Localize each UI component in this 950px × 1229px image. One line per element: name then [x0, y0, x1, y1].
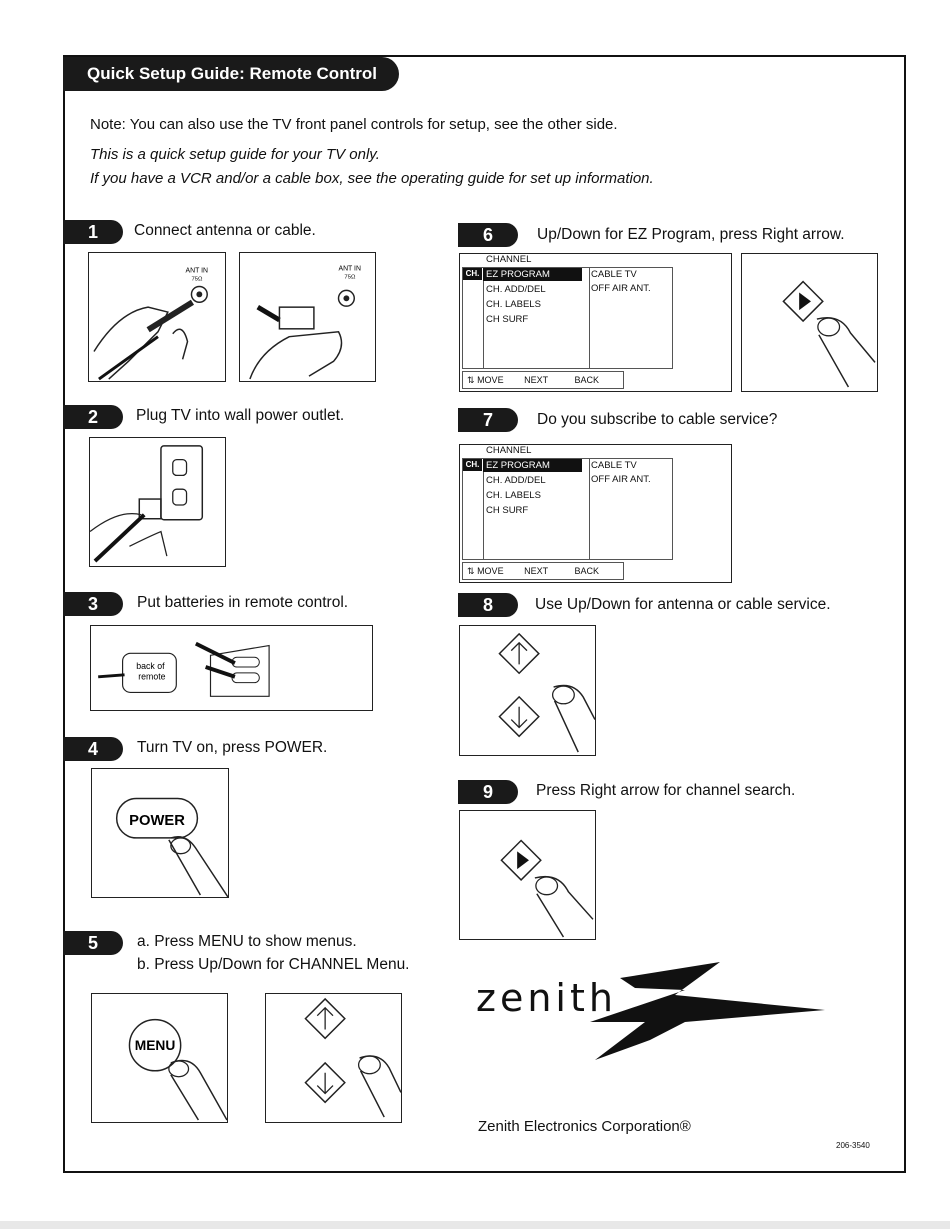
remote-label: remote [138, 671, 166, 682]
svg-text:ANT IN: ANT IN [338, 265, 361, 273]
step-2-badge: 2 [63, 405, 123, 429]
step-3-badge: 3 [63, 592, 123, 616]
corporation-text: Zenith Electronics Corporation® [478, 1118, 691, 1135]
up-down-icon: ⇅ [467, 375, 475, 385]
document-code: 206-3540 [836, 1141, 870, 1150]
zenith-logo-text: zenith [476, 976, 617, 1020]
menu-items-column [483, 267, 590, 369]
power-illustration [91, 768, 229, 898]
step-5-badge: 5 [63, 931, 123, 955]
zenith-lightning-icon [590, 960, 825, 1062]
step-5-text-b: b. Press Up/Down for CHANNEL Menu. [137, 956, 410, 973]
up-down-icon: ⇅ [467, 566, 475, 576]
right-arrow-illustration-2 [459, 810, 596, 940]
step-4-text: Turn TV on, press POWER. [137, 739, 328, 756]
battery-illustration [90, 625, 373, 711]
step-8-badge: 8 [458, 593, 518, 617]
power-button-label: POWER [129, 813, 185, 830]
page-edge [0, 1221, 950, 1229]
step-1-badge: 1 [63, 220, 123, 244]
menu-sidebar [462, 267, 484, 369]
menu-footer: ⇅ MOVE NEXT BACK [462, 371, 624, 389]
page-title: Quick Setup Guide: Remote Control [63, 57, 399, 91]
step-1-text: Connect antenna or cable. [134, 222, 316, 239]
channel-menu-screen-2: CHANNEL CH. EZ PROGRAM CH. ADD/DEL CH. LABELS CH SURF CABLE TV OFF AIR ANT. ⇅ MOVE NEXT BACK [459, 444, 732, 583]
ant-code-label: 75Ω [191, 276, 203, 283]
up-down-illustration-2 [459, 625, 596, 756]
menu-button-label: MENU [134, 1038, 176, 1054]
step-3-text: Put batteries in remote control. [137, 594, 349, 611]
menu-item-ez-program: EZ PROGRAM [483, 268, 582, 281]
step-8-text: Use Up/Down for antenna or cable service. [535, 596, 831, 613]
note-text: Note: You can also use the TV front panel controls for setup, see the other side. [90, 116, 618, 133]
right-arrow-illustration-1 [741, 253, 878, 392]
menu-item-ch-add-del: CH. ADD/DEL [486, 284, 546, 295]
menu-illustration [91, 993, 228, 1123]
step-9-badge: 9 [458, 780, 518, 804]
italic-line-1: This is a quick setup guide for your TV only. [90, 146, 380, 163]
menu-header: CHANNEL [486, 254, 532, 265]
step-6-text: Up/Down for EZ Program, press Right arrow. [537, 226, 845, 243]
menu-item-ch-surf: CH SURF [486, 314, 529, 325]
antenna-illustration-1 [88, 252, 226, 382]
option-cable-tv: CABLE TV [591, 269, 637, 280]
option-off-air-ant: OFF AIR ANT. [591, 283, 651, 294]
italic-line-2: If you have a VCR and/or a cable box, see the operating guide for set up information. [90, 170, 654, 187]
menu-ch-tab: CH. [463, 268, 482, 280]
step-9-text: Press Right arrow for channel search. [536, 782, 796, 799]
step-4-badge: 4 [63, 737, 123, 761]
antenna-illustration-2 [239, 252, 376, 382]
svg-text:75Ω: 75Ω [344, 274, 356, 281]
ant-in-label: ANT IN [185, 267, 208, 275]
step-7-text: Do you subscribe to cable service? [537, 411, 778, 428]
up-down-illustration [265, 993, 402, 1123]
channel-menu-screen-1 [459, 253, 732, 392]
menu-item-ch-labels: CH. LABELS [486, 299, 541, 310]
step-6-badge: 6 [458, 223, 518, 247]
menu-options-column [588, 267, 673, 369]
step-2-text: Plug TV into wall power outlet. [136, 407, 345, 424]
back-of-label: back of [136, 660, 165, 671]
step-5-text-a: a. Press MENU to show menus. [137, 933, 357, 950]
outlet-illustration [89, 437, 226, 567]
step-7-badge: 7 [458, 408, 518, 432]
